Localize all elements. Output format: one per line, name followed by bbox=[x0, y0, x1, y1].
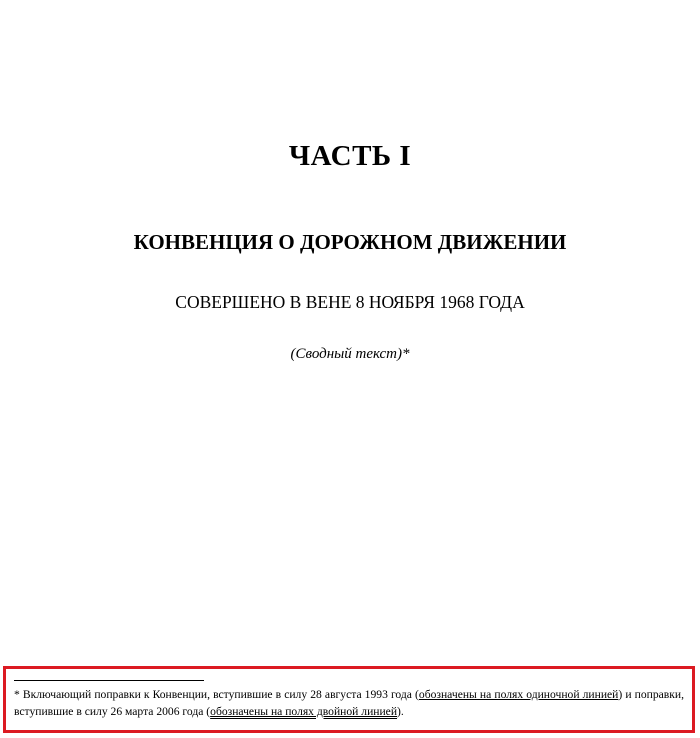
footnote-part-2: ) и поправки, вступившие в силу 26 марта 2006 года ( bbox=[14, 688, 684, 718]
done-date-line: СОВЕРШЕНО В ВЕНЕ 8 НОЯБРЯ 1968 ГОДА bbox=[175, 292, 525, 312]
footnote-separator bbox=[14, 680, 204, 681]
single-line-note: обозначены на полях одиночной линией bbox=[418, 688, 619, 701]
part-title: ЧАСТЬ I bbox=[288, 140, 412, 172]
consolidated-text-label: (Сводный текст)* bbox=[290, 346, 410, 362]
footnote-text bbox=[14, 686, 684, 720]
footnote-part-1: * Включающий поправки к Конвенции, вступившие в силу 28 августа 1993 года ( bbox=[14, 688, 419, 701]
convention-title: КОНВЕНЦИЯ О ДОРОЖНОМ ДВИЖЕНИИ bbox=[133, 230, 567, 254]
double-line-note: обозначены на полях двойной линией bbox=[210, 705, 398, 718]
footnote-part-3: ). bbox=[397, 705, 404, 718]
footnote-highlight-box bbox=[3, 666, 695, 733]
